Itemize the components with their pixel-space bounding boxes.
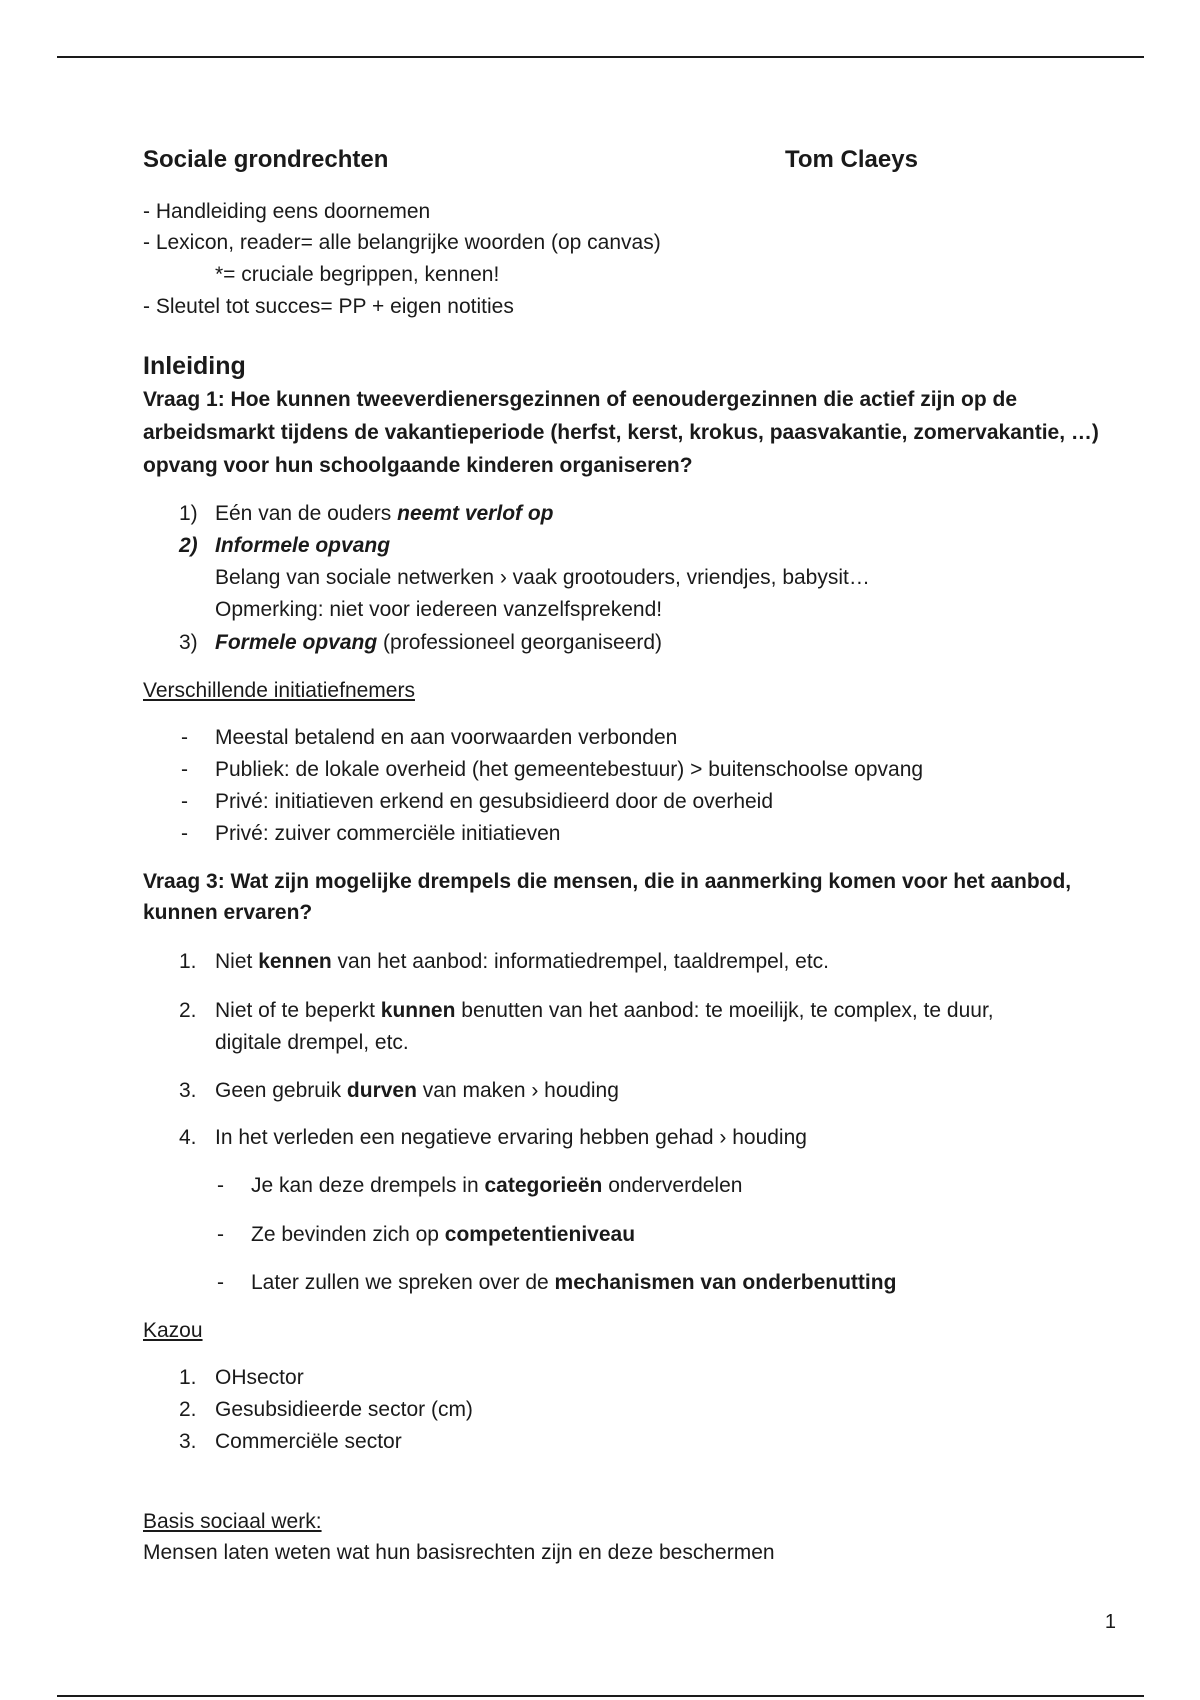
list-marker: 2.	[179, 999, 197, 1022]
bullet-marker: -	[181, 822, 188, 845]
bullet-item: Publiek: de lokale overheid (het gemeentebestuur) > buitenschoolse opvang	[215, 758, 924, 781]
bullet-item	[251, 1272, 896, 1293]
list-marker: 4.	[179, 1126, 197, 1149]
item-text: (professioneel georganiseerd)	[377, 631, 663, 654]
item-text: Niet of te beperkt	[215, 999, 381, 1022]
subheading-basis: Basis sociaal werk:	[143, 1510, 322, 1533]
item-text: Je kan deze drempels in	[251, 1174, 485, 1197]
basis-text: Mensen laten weten wat hun basisrechten zijn en deze beschermen	[143, 1541, 775, 1564]
list-marker: 1.	[179, 1366, 197, 1389]
intro-note: - Handleiding eens doornemen	[143, 200, 431, 223]
bullet-marker: -	[181, 758, 188, 781]
bullet-marker: -	[217, 1174, 224, 1197]
list-marker: 2.	[179, 1398, 197, 1421]
list-item	[215, 1000, 994, 1021]
subheading-kazou: Kazou	[143, 1319, 203, 1342]
list-item	[215, 1080, 619, 1101]
item-text: Eén van de ouders	[215, 502, 398, 525]
item-emphasis: categorieën	[484, 1174, 603, 1197]
list-item-detail: Opmerking: niet voor iedereen vanzelfsprekend!	[215, 598, 663, 621]
list-marker: 3.	[179, 1430, 197, 1453]
question-1-line: opvang voor hun schoolgaande kinderen organiseren?	[143, 454, 693, 477]
item-text: Geen gebruik	[215, 1079, 347, 1102]
footer-rule	[57, 1695, 1144, 1697]
intro-note: *= cruciale begrippen, kennen!	[215, 263, 500, 286]
list-item	[215, 951, 829, 972]
list-item: In het verleden een negatieve ervaring hebben gehad › houding	[215, 1126, 807, 1149]
bullet-item: Privé: initiatieven erkend en gesubsidieerd door de overheid	[215, 790, 774, 813]
item-text: Later zullen we spreken over de	[251, 1271, 555, 1294]
item-emphasis: Formele opvang	[215, 631, 378, 654]
bullet-item: Meestal betalend en aan voorwaarden verbonden	[215, 726, 678, 749]
item-emphasis: kennen	[258, 950, 332, 973]
list-marker: 1)	[179, 502, 198, 525]
item-text: Niet	[215, 950, 259, 973]
item-emphasis: neemt verlof op	[397, 502, 554, 525]
list-item: Gesubsidieerde sector (cm)	[215, 1398, 473, 1421]
subheading-initiators: Verschillende initiatiefnemers	[143, 679, 415, 702]
item-emphasis: competentieniveau	[444, 1223, 636, 1246]
list-marker: 1.	[179, 950, 197, 973]
list-item-continuation: digitale drempel, etc.	[215, 1031, 409, 1054]
bullet-item	[251, 1224, 635, 1245]
list-item	[215, 503, 554, 524]
list-marker: 3)	[179, 631, 198, 654]
item-text: van het aanbod: informatiedrempel, taaldrempel, etc.	[331, 950, 830, 973]
bullet-marker: -	[181, 726, 188, 749]
bullet-marker: -	[181, 790, 188, 813]
intro-note: - Sleutel tot succes= PP + eigen notities	[143, 295, 514, 318]
question-1-line: Vraag 1: Hoe kunnen tweeverdienersgezinnen of eenoudergezinnen die actief zijn op de	[143, 388, 1018, 411]
question-1-line: arbeidsmarkt tijdens de vakantieperiode (herfst, kerst, krokus, paasvakantie, zomervakantie, …)	[143, 421, 1099, 444]
question-3-line: kunnen ervaren?	[143, 901, 313, 924]
header-rule	[57, 56, 1144, 58]
list-item: OHsector	[215, 1366, 304, 1389]
list-marker: 2)	[179, 534, 198, 557]
document-title: Sociale grondrechten	[143, 146, 389, 173]
bullet-marker: -	[217, 1223, 224, 1246]
list-item	[215, 632, 662, 653]
intro-note: - Lexicon, reader= alle belangrijke woorden (op canvas)	[143, 231, 661, 254]
item-text: onderverdelen	[602, 1174, 743, 1197]
item-emphasis: kunnen	[380, 999, 456, 1022]
list-item: Commerciële sector	[215, 1430, 402, 1453]
bullet-item: Privé: zuiver commerciële initiatieven	[215, 822, 561, 845]
item-text: van maken › houding	[416, 1079, 619, 1102]
question-3-line: Vraag 3: Wat zijn mogelijke drempels die mensen, die in aanmerking komen voor het aanbod,	[143, 870, 1072, 893]
section-heading: Inleiding	[143, 352, 246, 380]
list-item-detail: Belang van sociale netwerken › vaak grootouders, vriendjes, babysit…	[215, 566, 870, 589]
page-number: 1	[1104, 1611, 1116, 1633]
bullet-marker: -	[217, 1271, 224, 1294]
item-emphasis: durven	[346, 1079, 417, 1102]
item-text: Ze bevinden zich op	[251, 1223, 445, 1246]
item-text: benutten van het aanbod: te moeilijk, te complex, te duur,	[455, 999, 994, 1022]
list-item: Informele opvang	[215, 534, 391, 557]
bullet-item	[251, 1175, 742, 1196]
list-marker: 3.	[179, 1079, 197, 1102]
item-emphasis: mechanismen van onderbenutting	[554, 1271, 897, 1294]
document-author: Tom Claeys	[785, 146, 918, 173]
